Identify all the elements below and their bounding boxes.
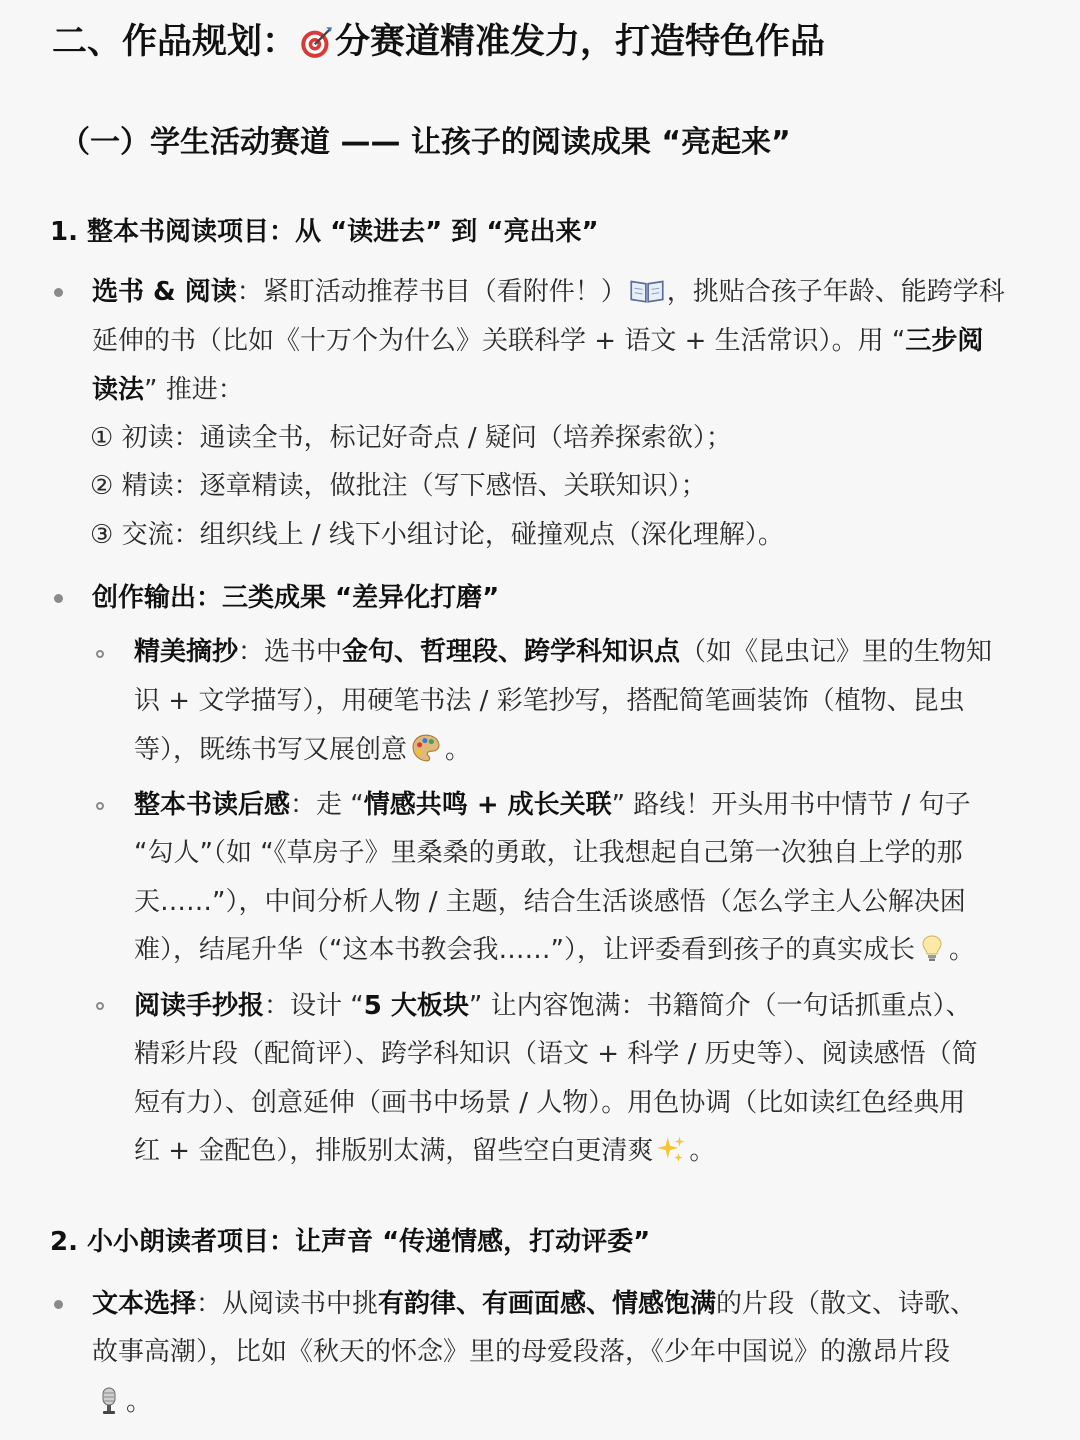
section-heading [52, 14, 825, 64]
text-span: 。 [126, 1387, 153, 1417]
paragraph-line: “勾人”（如 “《草房子》里桑桑的勇敢，让我想起自己第一次独自上学的那 [134, 838, 963, 868]
text-span: ：紧盯活动推荐书目（看附件！） [236, 277, 627, 307]
paragraph-line [92, 268, 1005, 317]
bold-text: 有韵律、有画面感、情感饱满 [378, 1289, 717, 1319]
open-book-icon [629, 277, 665, 304]
step-1: ① 初读：通读全书，标记好奇点 / 疑问（培养探索欲）； [90, 423, 732, 453]
palette-icon [409, 732, 443, 764]
sparkles-icon [655, 1133, 687, 1165]
target-icon [299, 25, 333, 59]
bold-text: 5 大板块 [363, 991, 469, 1021]
reflection-label: 整本书读后感 [134, 790, 291, 820]
bold-text: 创作输出：三类成果 “差异化打磨” [92, 583, 500, 613]
text-span: ：选书中 [238, 637, 343, 667]
paragraph-line: 故事高潮），比如《秋天的怀念》里的母爱段落，《少年中国说》的激昂片段 [92, 1337, 951, 1367]
text-span: 延伸的书（比如《十万个为什么》关联科学 + 语文 + 生活常识）。用 “ [92, 326, 906, 356]
text-span: ” 让内容饱满：书籍简介（一句话抓重点）、 [468, 991, 972, 1021]
bullet-dot [54, 1300, 63, 1309]
bullet-dot [54, 288, 63, 297]
sub-bullet-ring [96, 802, 104, 810]
text-span: ，挑贴合孩子年龄、能跨学科 [666, 277, 1005, 307]
step-3: ③ 交流：组织线上 / 线下小组讨论，碰撞观点（深化理解）。 [90, 520, 784, 550]
paragraph-line [134, 982, 972, 1031]
paragraph-line [134, 726, 471, 775]
paragraph-line [92, 1280, 976, 1329]
paragraph-line [134, 926, 975, 975]
paragraph-line: 天……”），中间分析人物 / 主题，结合生活谈感悟（怎么学主人公解决困 [134, 887, 966, 917]
text-span: ” 路线！开头用书中情节 / 句子 [611, 790, 971, 820]
paragraph-line: 识 + 文学描写），用硬笔书法 / 彩笔抄写，搭配简笔画装饰（植物、昆虫 [134, 686, 965, 716]
handwritten-newspaper-label: 阅读手抄报 [134, 991, 265, 1021]
bold-text: 金句、哲理段、跨学科知识点 [342, 637, 681, 667]
bold-text: 三步阅 [905, 326, 984, 356]
paragraph-line [92, 317, 983, 366]
text-selection-label: 文本选择 [92, 1289, 197, 1319]
text-span: 。 [689, 1136, 716, 1166]
paragraph-line [92, 1378, 152, 1427]
sub-bullet-ring [96, 1002, 104, 1010]
text-span: 。 [948, 935, 975, 965]
creation-output-heading [92, 574, 499, 623]
bullet-dot [54, 594, 63, 603]
paragraph-line: 精彩片段（配简评）、跨学科知识（语文 + 科学 / 历史等）、阅读感悟（简 [134, 1039, 978, 1069]
paragraph-line [134, 628, 992, 677]
book-selection-label: 选书 & 阅读 [92, 277, 237, 307]
text-span: ：从阅读书中挑 [196, 1289, 379, 1319]
lightbulb-icon [917, 932, 947, 964]
text-span: 的片段（散文、诗歌、 [716, 1289, 977, 1319]
text-span: ” 推进： [144, 375, 244, 405]
bold-text: 读法 [92, 375, 145, 405]
paragraph-line [134, 781, 971, 830]
paragraph-line [92, 366, 244, 415]
subsection-heading: （一）学生活动赛道 —— 让孩子的阅读成果 “亮起来” [60, 125, 791, 160]
step-2: ② 精读：逐章精读，做批注（写下感悟、关联知识）； [90, 471, 707, 501]
section-heading-prefix: 二、作品规划： [52, 22, 298, 62]
bold-text: 情感共鸣 + 成长关联 [363, 790, 612, 820]
project-2-title: 2. 小小朗读者项目：让声音 “传递情感，打动评委” [50, 1227, 651, 1257]
text-span: ：设计 “ [264, 991, 364, 1021]
section-heading-suffix: 分赛道精准发力，打造特色作品 [335, 22, 826, 62]
text-span: 等），既练书写又展创意 [134, 735, 408, 765]
sub-bullet-ring [96, 650, 104, 658]
paragraph-line [134, 1127, 715, 1176]
text-span: 。 [445, 735, 472, 765]
excerpt-label: 精美摘抄 [134, 637, 239, 667]
text-span: 难），结尾升华（“这本书教会我……”），让评委看到孩子的真实成长 [134, 935, 915, 965]
paragraph-line: 短有力）、创意延伸（画书中场景 / 人物）。用色协调（比如读红色经典用 [134, 1088, 966, 1118]
project-1-title: 1. 整本书阅读项目：从 “读进去” 到 “亮出来” [50, 217, 599, 247]
microphone-icon [94, 1384, 124, 1418]
text-span: （如《昆虫记》里的生物知 [680, 637, 993, 667]
text-span: 红 + 金配色），排版别太满，留些空白更清爽 [134, 1136, 654, 1166]
text-span: ：走 “ [290, 790, 364, 820]
